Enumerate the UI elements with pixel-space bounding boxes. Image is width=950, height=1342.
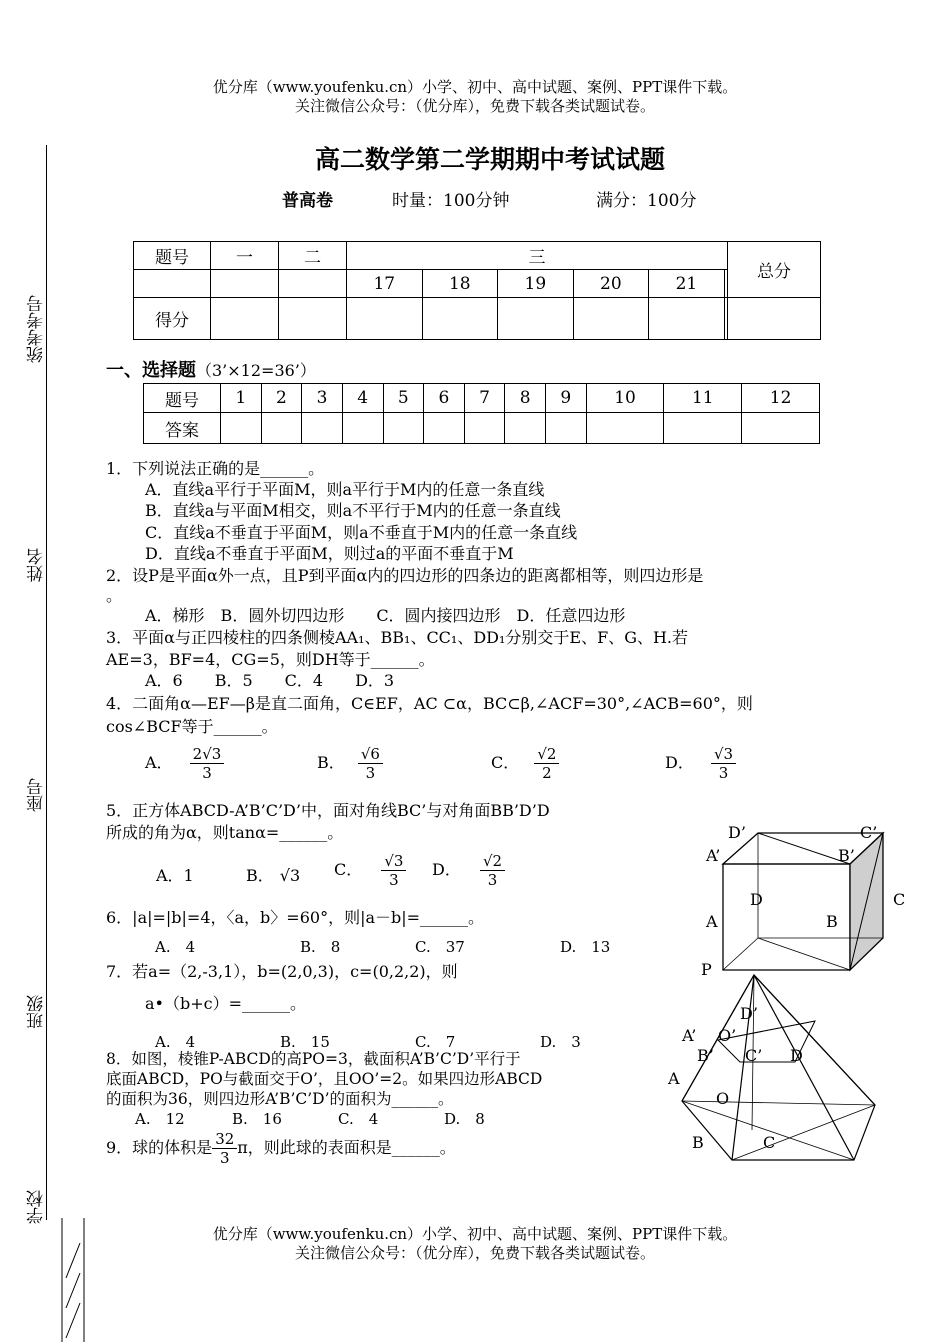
answer-num: 12 bbox=[742, 384, 820, 413]
frac-num: 32 bbox=[212, 1130, 237, 1149]
answer-num: 1 bbox=[221, 384, 262, 413]
score-label-qnum: 题号 bbox=[134, 242, 211, 270]
q4-option-c bbox=[491, 745, 559, 782]
cube-label-b: B bbox=[826, 912, 838, 931]
cube-figure bbox=[690, 820, 910, 980]
q6-stem: 6．|a|=|b|=4，〈a，b〉=60°，则|a－b|=______。 bbox=[106, 908, 485, 927]
section-note: （3’×12=36’） bbox=[196, 361, 316, 380]
q9-post: π，则此球的表面积是______。 bbox=[237, 1138, 456, 1157]
frac-den: 3 bbox=[202, 764, 212, 782]
score-cell[interactable] bbox=[211, 298, 279, 340]
section-title: 一、选择题 bbox=[106, 360, 196, 381]
q3-stem: 3．平面α与正四棱柱的四条侧棱AA₁、BB₁、CC₁、DD₁分别交于E、F、G、H.若 bbox=[106, 628, 689, 647]
q4-option-a bbox=[145, 745, 224, 782]
q4-option-c-frac bbox=[534, 745, 559, 782]
exam-time: 时量：100分钟 bbox=[392, 191, 510, 211]
q4-option-b-frac bbox=[358, 745, 383, 782]
q6-option-c: C. 37 bbox=[415, 938, 465, 956]
score-subnum: 20 bbox=[573, 270, 649, 298]
paper-type: 普高卷 bbox=[282, 191, 333, 211]
q1-option-b: B．直线a与平面M相交，则a不平行于M内的任意一条直线 bbox=[145, 501, 561, 520]
cube-label-c: C bbox=[893, 890, 906, 909]
q9 bbox=[106, 1130, 456, 1167]
q8-option-d: D. 8 bbox=[444, 1110, 485, 1128]
answer-num: 7 bbox=[464, 384, 505, 413]
pyr-label-o1: O’ bbox=[718, 1026, 737, 1045]
q7-option-c: C. 7 bbox=[415, 1033, 456, 1051]
q5-stem-2: 所成的角为α，则tanα=______。 bbox=[106, 823, 344, 842]
q4-option-b-label: B． bbox=[317, 753, 345, 772]
pyr-label-d1: D’ bbox=[740, 1004, 758, 1023]
cube-label-cp: C’ bbox=[860, 823, 878, 842]
q5-option-c bbox=[334, 852, 406, 889]
q2-options: A．梯形 B．圆外切四边形 C．圆内接四边形 D．任意四边形 bbox=[145, 606, 626, 625]
q5-option-b-value: √3 bbox=[279, 866, 301, 885]
score-subnum: 19 bbox=[498, 270, 574, 298]
page-title: 高二数学第二学期期中考试试题 bbox=[314, 145, 665, 174]
answer-num: 8 bbox=[505, 384, 546, 413]
q7-option-a: A. 4 bbox=[155, 1033, 196, 1051]
q3-stem-2: AE=3，BF=4，CG=5，则DH等于______。 bbox=[106, 650, 435, 669]
answer-cell[interactable] bbox=[742, 413, 820, 444]
q4-option-a-frac bbox=[190, 745, 225, 782]
score-cell[interactable] bbox=[573, 298, 649, 340]
answer-cell[interactable] bbox=[342, 413, 383, 444]
q5-option-b-label: B． bbox=[246, 866, 274, 885]
pyr-label-a1: A’ bbox=[682, 1026, 697, 1045]
frac-den: 3 bbox=[219, 1149, 230, 1167]
frac-num: √2 bbox=[534, 745, 559, 764]
answer-cell[interactable] bbox=[424, 413, 465, 444]
score-subnum: 17 bbox=[347, 270, 423, 298]
score-blank bbox=[724, 270, 727, 298]
q5-stem: 5．正方体ABCD-A’B’C’D’中，面对角线BC’与对角面BB’D’D bbox=[106, 801, 550, 820]
q5-option-d-label: D． bbox=[432, 860, 461, 879]
q8-line-3: 的面积为36，则四边形A’B’C’D’的面积为______。 bbox=[106, 1090, 454, 1108]
score-cell[interactable] bbox=[649, 298, 725, 340]
q4-option-d bbox=[665, 745, 736, 782]
answer-cell[interactable] bbox=[302, 413, 343, 444]
side-label-class: 班级 bbox=[27, 995, 47, 1029]
score-blank bbox=[134, 270, 211, 298]
footer-line-2: 关注微信公众号：（优分库），免费下载各类试题试卷。 bbox=[294, 1244, 655, 1262]
pyr-label-a: A bbox=[668, 1069, 680, 1088]
frac-den: 3 bbox=[718, 764, 729, 782]
q5-option-d-frac bbox=[480, 852, 505, 889]
answer-label-qnum: 题号 bbox=[144, 384, 221, 413]
answer-cell[interactable] bbox=[586, 413, 664, 444]
score-cell[interactable] bbox=[347, 298, 423, 340]
frac-num: √6 bbox=[358, 745, 383, 764]
header-line-2: 关注微信公众号：（优分库），免费下载各类试题试卷。 bbox=[294, 97, 655, 115]
cube-label-d: D bbox=[750, 890, 763, 909]
answer-cell[interactable] bbox=[664, 413, 742, 444]
answer-num: 3 bbox=[302, 384, 343, 413]
q7-option-b: B. 15 bbox=[280, 1033, 330, 1051]
q4-stem: 4．二面角α—EF—β是直二面角，C∈EF，AC ⊂α，BC⊂β,∠ACF=30°,∠ACB=60°，则 bbox=[106, 694, 753, 713]
answer-cell[interactable] bbox=[261, 413, 302, 444]
answer-num: 10 bbox=[586, 384, 664, 413]
score-subnum: 21 bbox=[649, 270, 725, 298]
full-score: 满分：100分 bbox=[596, 191, 697, 211]
q5-option-a: A．1 bbox=[156, 866, 194, 885]
pyr-label-b1: B’ bbox=[697, 1046, 714, 1065]
score-blank bbox=[279, 270, 347, 298]
answer-label-ans: 答案 bbox=[144, 413, 221, 444]
answer-num: 9 bbox=[546, 384, 587, 413]
answer-num: 4 bbox=[342, 384, 383, 413]
answer-cell[interactable] bbox=[546, 413, 587, 444]
q5-option-c-frac bbox=[381, 852, 406, 889]
q9-pre: 9．球的体积是 bbox=[106, 1138, 213, 1157]
answer-num: 6 bbox=[424, 384, 465, 413]
q3-options: A．6 B．5 C．4 D．3 bbox=[145, 671, 395, 690]
side-label-name: 姓名 bbox=[27, 548, 47, 582]
q1-stem: 1．下列说法正确的是______。 bbox=[106, 459, 325, 478]
pyr-label-p: P bbox=[701, 960, 712, 979]
q8-option-a: A. 12 bbox=[135, 1110, 185, 1128]
q4-option-b bbox=[317, 745, 383, 782]
cube-label-bp: B’ bbox=[838, 846, 855, 865]
footer-line-1: 优分库（www.youfenku.cn）小学、初中、高中试题、案例、PPT课件下载。 bbox=[212, 1225, 738, 1243]
q5-option-b bbox=[246, 863, 300, 886]
q6-option-d: D. 13 bbox=[560, 938, 611, 956]
q7-stem-2: a•（b+c）=______。 bbox=[145, 994, 306, 1013]
answer-cell[interactable] bbox=[505, 413, 546, 444]
score-label-score: 得分 bbox=[134, 298, 211, 340]
pyramid-figure bbox=[670, 965, 910, 1165]
q4-stem-2: cos∠BCF等于______。 bbox=[106, 717, 278, 736]
q4-option-c-label: C． bbox=[491, 753, 520, 772]
answer-num: 2 bbox=[261, 384, 302, 413]
score-blank bbox=[211, 270, 279, 298]
q8-option-b: B. 16 bbox=[232, 1110, 282, 1128]
score-table bbox=[133, 241, 821, 340]
pyr-label-c: C bbox=[763, 1133, 776, 1152]
score-cell[interactable] bbox=[422, 298, 498, 340]
q7-stem: 7．若a=（2,-3,1），b=(2,0,3)，c=(0,2,2)，则 bbox=[106, 962, 458, 981]
answer-table bbox=[143, 383, 820, 444]
q1-option-a: A．直线a平行于平面M，则a平行于M内的任意一条直线 bbox=[145, 480, 545, 499]
q2-stem-end: 。 bbox=[106, 586, 123, 605]
q6-option-a: A. 4 bbox=[155, 938, 196, 956]
score-cell[interactable] bbox=[279, 298, 347, 340]
q8-line-2: 底面ABCD，PO与截面交于O’，且OO’=2。如果四边形ABCD bbox=[106, 1070, 543, 1088]
frac-num: 2√3 bbox=[190, 745, 225, 764]
q8-option-c: C. 4 bbox=[338, 1110, 379, 1128]
frac-den: 3 bbox=[365, 764, 376, 782]
q7-option-d: D. 3 bbox=[540, 1033, 581, 1051]
score-col-2: 二 bbox=[279, 242, 347, 270]
score-cell[interactable] bbox=[728, 298, 821, 340]
frac-num: √3 bbox=[381, 852, 406, 871]
q2-stem: 2．设P是平面α外一点，且P到平面α内的四边形的四条边的距离都相等，则四边形是 bbox=[106, 566, 704, 585]
q4-option-d-label: D． bbox=[665, 753, 694, 772]
pyr-label-b: B bbox=[692, 1133, 704, 1152]
side-label-school: 学校 bbox=[27, 1190, 47, 1224]
side-label-exam-id: 统考考号 bbox=[27, 295, 47, 363]
q1-option-c: C．直线a不垂直于平面M，则a不垂直于M内的任意一条直线 bbox=[145, 523, 578, 542]
frac-num: √2 bbox=[480, 852, 505, 871]
q4-option-a-label: A． bbox=[145, 753, 173, 772]
pyr-label-o: O bbox=[716, 1089, 730, 1108]
score-subnum: 18 bbox=[422, 270, 498, 298]
frac-den: 3 bbox=[389, 871, 399, 889]
score-cell[interactable] bbox=[498, 298, 574, 340]
score-col-3: 三 bbox=[347, 242, 728, 270]
q8-line-1: 8．如图，棱锥P-ABCD的高PO=3，截面积A’B’C’D’平行于 bbox=[106, 1050, 521, 1068]
answer-cell[interactable] bbox=[464, 413, 505, 444]
frac-num: √3 bbox=[711, 745, 736, 764]
section-heading bbox=[106, 356, 316, 382]
cube-label-dp: D’ bbox=[728, 823, 746, 842]
answer-num: 11 bbox=[664, 384, 742, 413]
score-col-1: 一 bbox=[211, 242, 279, 270]
q5-option-d bbox=[432, 852, 505, 889]
cube-label-a: A bbox=[706, 912, 718, 931]
frac-den: 2 bbox=[542, 764, 552, 782]
pyr-label-d: D bbox=[790, 1046, 803, 1065]
answer-num: 5 bbox=[383, 384, 424, 413]
q9-frac bbox=[212, 1130, 237, 1167]
q1-option-d: D．直线a不垂直于平面M，则过a的平面不垂直于M bbox=[145, 544, 514, 563]
pyr-label-c1: C’ bbox=[745, 1046, 763, 1065]
side-label-seat: 座号 bbox=[27, 778, 47, 812]
q6-option-b: B. 8 bbox=[300, 938, 341, 956]
frac-den: 3 bbox=[487, 871, 498, 889]
score-total-label: 总分 bbox=[728, 242, 821, 298]
answer-cell[interactable] bbox=[383, 413, 424, 444]
cube-label-ap: A’ bbox=[706, 846, 721, 865]
q5-option-c-label: C． bbox=[334, 860, 363, 879]
q4-option-d-frac bbox=[711, 745, 736, 782]
answer-cell[interactable] bbox=[221, 413, 262, 444]
header-line-1: 优分库（www.youfenku.cn）小学、初中、高中试题、案例、PPT课件下载。 bbox=[212, 78, 738, 96]
